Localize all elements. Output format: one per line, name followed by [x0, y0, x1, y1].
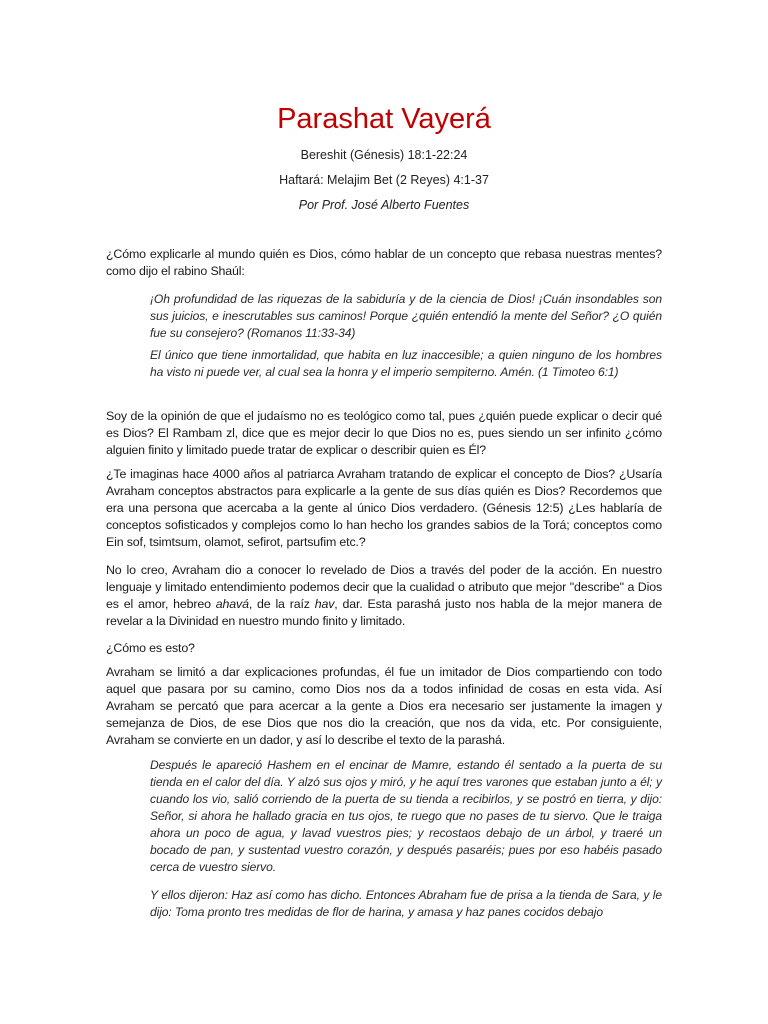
haftara-reference: Haftará: Melajim Bet (2 Reyes) 4:1-37 [279, 173, 489, 187]
page-title: Parashat Vayerá [277, 103, 491, 135]
p4-part-b: , de la raíz [248, 597, 315, 611]
paragraph-question: ¿Cómo es esto? [106, 641, 195, 655]
paragraph-imitator: Avraham se limitó a dar explicaciones profundas, él fue un imitador de Dios compartiendo con todo aquel que pasara por su camino, como Dios nos da a todos infinidad de cosas en esta vida. Así Avraham se percató que para acercar a la gente a Dios era necesario ser justamente la imagen y semejanza de Dios, de ese Dios que nos dio la creación, que nos da vida, etc. Por consiguiente, Avraham se convierte en un dador, y así lo describe el texto de la parashá. [106, 665, 662, 747]
p4-hav: hav [314, 597, 335, 611]
quote-timoteo: El único que tiene inmortalidad, que habita en luz inaccesible; a quien ninguno de los hombres ha visto ni puede ver, al cual sea la honra y el imperio sempiterno. Amén. (1 Timoteo 6:1) [150, 348, 662, 379]
torah-reading-reference: Bereshit (Génesis) 18:1-22:24 [300, 148, 468, 162]
p4-ahava: ahavá [215, 597, 249, 611]
paragraph-intro: ¿Cómo explicarle al mundo quién es Dios, cómo hablar de un concepto que rebasa nuestras mentes? como dijo el rabino Shaúl: [106, 247, 662, 278]
p4-part-a: No lo creo, Avraham dio a conocer lo revelado de Dios a través del poder de la acción. En nuestro lenguaje y limitado entendimiento podemos decir que la cualidad o atributo que mejor "describe" a Dios es el amor, hebreo [106, 563, 662, 611]
quote-genesis-18: Después le apareció Hashem en el encinar de Mamre, estando él sentado a la puerta de su tienda en el calor del día. Y alzó sus ojos y miró, y he aquí tres varones que estaban junto a él; y cuando los vio, salió corriendo de la puerta de su tienda a recibirlos, y se postró en tierra, y dijo: Señor, si ahora he hallado gracia en tus ojos, te ruego que no pases de tu siervo. Que le traiga ahora un poco de agua, y lavad vuestros pies; y recostaos debajo de un árbol, y traeré un bocado de pan, y sustentad vuestro corazón, y después pasaréis; pues por eso habéis pasado cerca de vuestro siervo. [150, 758, 662, 874]
author-line: Por Prof. José Alberto Fuentes [298, 198, 470, 212]
paragraph-avraham-question: ¿Te imaginas hace 4000 años al patriarca Avraham tratando de explicar el concepto de Dios? ¿Usaría Avraham conceptos abstractos para explicarle a la gente de sus días quién es Dios? Recordemos que era una persona que acercaba a la gente al único Dios verdadero. (Génesis 12:5) ¿Les hablaría de conceptos sofisticados y complejos como lo han hecho los grandes sabios de la Torá; conceptos como Ein sof, tsimtsum, olamot, sefirot, partsufim etc.? [106, 467, 662, 549]
paragraph-action [106, 562, 662, 630]
quote-genesis-18-cont: Y ellos dijeron: Haz así como has dicho. Entonces Abraham fue de prisa a la tienda de Sara, y le dijo: Toma pronto tres medidas de flor de harina, y amasa y haz panes cocidos debajo [150, 888, 662, 919]
p4-part-c: , dar. Esta parashá justo nos habla de la mejor manera de revelar a la Divinidad en nuestro mundo finito y limitado. [106, 597, 662, 628]
paragraph-opinion: Soy de la opinión de que el judaísmo no es teológico como tal, pues ¿quién puede explicar o decir qué es Dios? El Rambam zl, dice que es mejor decir lo que Dios no es, pues siendo un ser infinito ¿cómo alguien finito y limitado puede tratar de explicar o describir quien es Él? [106, 409, 662, 457]
quote-romans: ¡Oh profundidad de las riquezas de la sabiduría y de la ciencia de Dios! ¡Cuán insondables son sus juicios, e inescrutables sus caminos! Porque ¿quién entendió la mente del Señor? ¿O quién fue su consejero? (Romanos 11:33-34) [150, 292, 662, 340]
